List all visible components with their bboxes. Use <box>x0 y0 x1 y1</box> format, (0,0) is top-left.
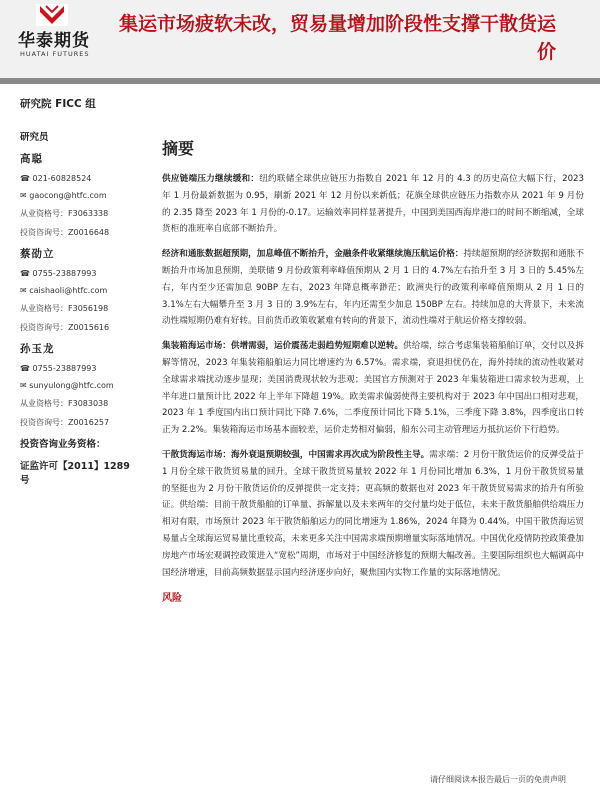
qualification-label: 投资咨询业务资格： <box>20 439 106 450</box>
analyst-card <box>20 341 140 428</box>
logo-text-en: HUATAI FUTURES <box>20 50 90 58</box>
analyst-phone: ☎ 0755-23887993 <box>20 364 97 373</box>
analyst-email[interactable]: ✉ sunyulong@htfc.com <box>20 381 114 390</box>
sidebar <box>20 96 140 494</box>
researchers-label: 研究员 <box>20 132 49 143</box>
analyst-advisory: 投资咨询号：Z0015616 <box>20 323 110 332</box>
risk-title: 风险 <box>162 593 182 605</box>
certificate-number: 证监许可【2011】1289 号 <box>20 461 130 486</box>
paragraph-text: 需求端：2 月份干散货运价的反弹受益于 1 月份全球干散货贸易量的回升。全球干散货贸易量较 2022 年 1 月份同比增加 6.3%，1 月份干散货贸易量的坚挺也为 2 月份干散货运价的反弹提供一定支持；更高频的数据也对 2023 年干散货贸易需求的抬升有所验证。供给端：目前干散货船舶的订单量、拆解量以及未来两年的交付量均处于低位，未来干散货船舶供给端压力相对有限，市场预计 2023 年干散货船舶运力的同比增速为 1.86%，2024 年降为 0.44%。中国干散货海运贸易量占全球海运贸易量比重较高，未来更多关注中国需求端预期增量实际落地情况。中国优化疫情防控政策叠加房地产市场宏观调控政策进入“宽松”周期，市场对于中国经济修复的预期大幅改善。主要国际组织也大幅调高中国经济增速，目前高频数据显示国内经济逐步向好，聚焦国内实物工作量的实际落地情况。 <box>162 449 584 578</box>
analyst-name: 高聪 <box>20 153 43 165</box>
huatai-logo-icon <box>34 4 70 28</box>
paragraph-lead: 经济和通胀数据超预期，加息峰值不断抬升，金融条件收紧继续施压航运价格： <box>162 249 464 260</box>
paragraph-text: 纽约联储全球供应链压力指数自 2021 年 12 月的 4.3 的历史高位大幅下行，2023 年 1 月份最新数据为 0.95，刷新 2021 年 12 月份以来新低；花旗全球供应链压力指数亦从 2021 年 9 月份的 2.35 降至 2023 年 1 月份的-0.17。运输效率同样显著提升，中国到美国西海岸港口的时间不断缩减，全球货柜的准班率自底部不断抬升。 <box>162 174 584 235</box>
report-title: 集运市场疲软未改，贸易量增加阶段性支撑干散货运价 <box>118 13 556 63</box>
paragraph-text: 供给端，综合考虑集装箱船舶订单，交付以及拆解等情况，2023 年集装箱船舶运力同比增速约为 6.57%。需求端，衰退担忧仍在，海外持续的流动性收紧对全球需求端扰动逐步显现；美国消费现状较为悲观；美国官方预测对于 2023 年集装箱进口需求较为悲观，上半年进口量预计比 2022 年上半年下降超 19%。欧美需求偏弱使得主要机构对于 2023 年中国出口相对悲观，2023 年 1 季度国内出口预计同比下降 7.6%，二季度预计同比下降 5.1%，三季度下降 3.8%，四季度出口转正为 2.2%。集装箱海运市场基本面较差，运价走势相对偏弱，船东公司主动管理运力抵抗运价下行趋势。 <box>162 341 584 436</box>
department: 研究院 FICC 组 <box>20 98 96 110</box>
phone-icon: ☎ <box>20 364 33 373</box>
analyst-license: 从业资格号：F3063338 <box>20 209 109 218</box>
analyst-advisory: 投资咨询号：Z0016257 <box>20 418 110 427</box>
logo-text-cn: 华泰期货 <box>18 31 90 51</box>
paragraph-dry-bulk <box>162 447 584 581</box>
main-content <box>162 136 584 604</box>
paragraph-supply-chain <box>162 171 584 238</box>
paragraph-lead: 集装箱海运市场：供增需弱，运价震荡走弱趋势短期难以逆转。 <box>162 341 404 352</box>
paragraph-lead: 供应链端压力继续缓和： <box>162 174 260 184</box>
abstract-title: 摘要 <box>162 139 195 158</box>
analyst-license: 从业资格号：F3056198 <box>20 304 109 313</box>
phone-icon: ☎ <box>20 269 33 278</box>
email-icon: ✉ <box>20 191 30 200</box>
report-header <box>0 0 600 78</box>
paragraph-macro <box>162 246 584 330</box>
disclaimer-note: 请仔细阅读本报告最后一页的免责声明 <box>430 775 566 784</box>
analyst-email[interactable]: ✉ gaocong@htfc.com <box>20 191 107 200</box>
paragraph-text: 持续超预期的经济数据和通胀不断抬升市场加息预期，美联储 9 月份政策利率峰值预期从 2 月 1 日的 4.7%左右抬升至 3 月 3 日的 5.45%左右，年内至少还需加息 90BP 左右，2023 年降息概率渺茫；欧洲央行的政策利率峰值预期从 2 月 1 日的 3.1%左右大幅攀升至 3 月 3 日的 3.9%左右，年内还需至少加息 150BP 左右。持续加息的大背景下，未来流动性端短期仍难有好转。目前货币政策收紧难有转向的背景下，流动性端对于航运价格支撑较弱。 <box>162 249 584 327</box>
analyst-phone: ☎ 0755-23887993 <box>20 269 97 278</box>
paragraph-lead: 干散货海运市场：海外衰退预期较强，中国需求再次成为阶段性主导。 <box>162 449 430 460</box>
analyst-advisory: 投资咨询号：Z0016648 <box>20 228 110 237</box>
analyst-card <box>20 246 140 333</box>
email-icon: ✉ <box>20 381 30 390</box>
header-divider <box>0 78 600 84</box>
analyst-card <box>20 151 140 238</box>
analyst-name: 蔡劭立 <box>20 248 55 260</box>
analyst-license: 从业资格号：F3083038 <box>20 399 109 408</box>
analyst-name: 孙玉龙 <box>20 343 55 355</box>
analyst-phone: ☎ 021-60828524 <box>20 174 92 183</box>
paragraph-container <box>162 338 584 439</box>
email-icon: ✉ <box>20 286 30 295</box>
phone-icon: ☎ <box>20 174 33 183</box>
analyst-email[interactable]: ✉ caishaoli@htfc.com <box>20 286 108 295</box>
